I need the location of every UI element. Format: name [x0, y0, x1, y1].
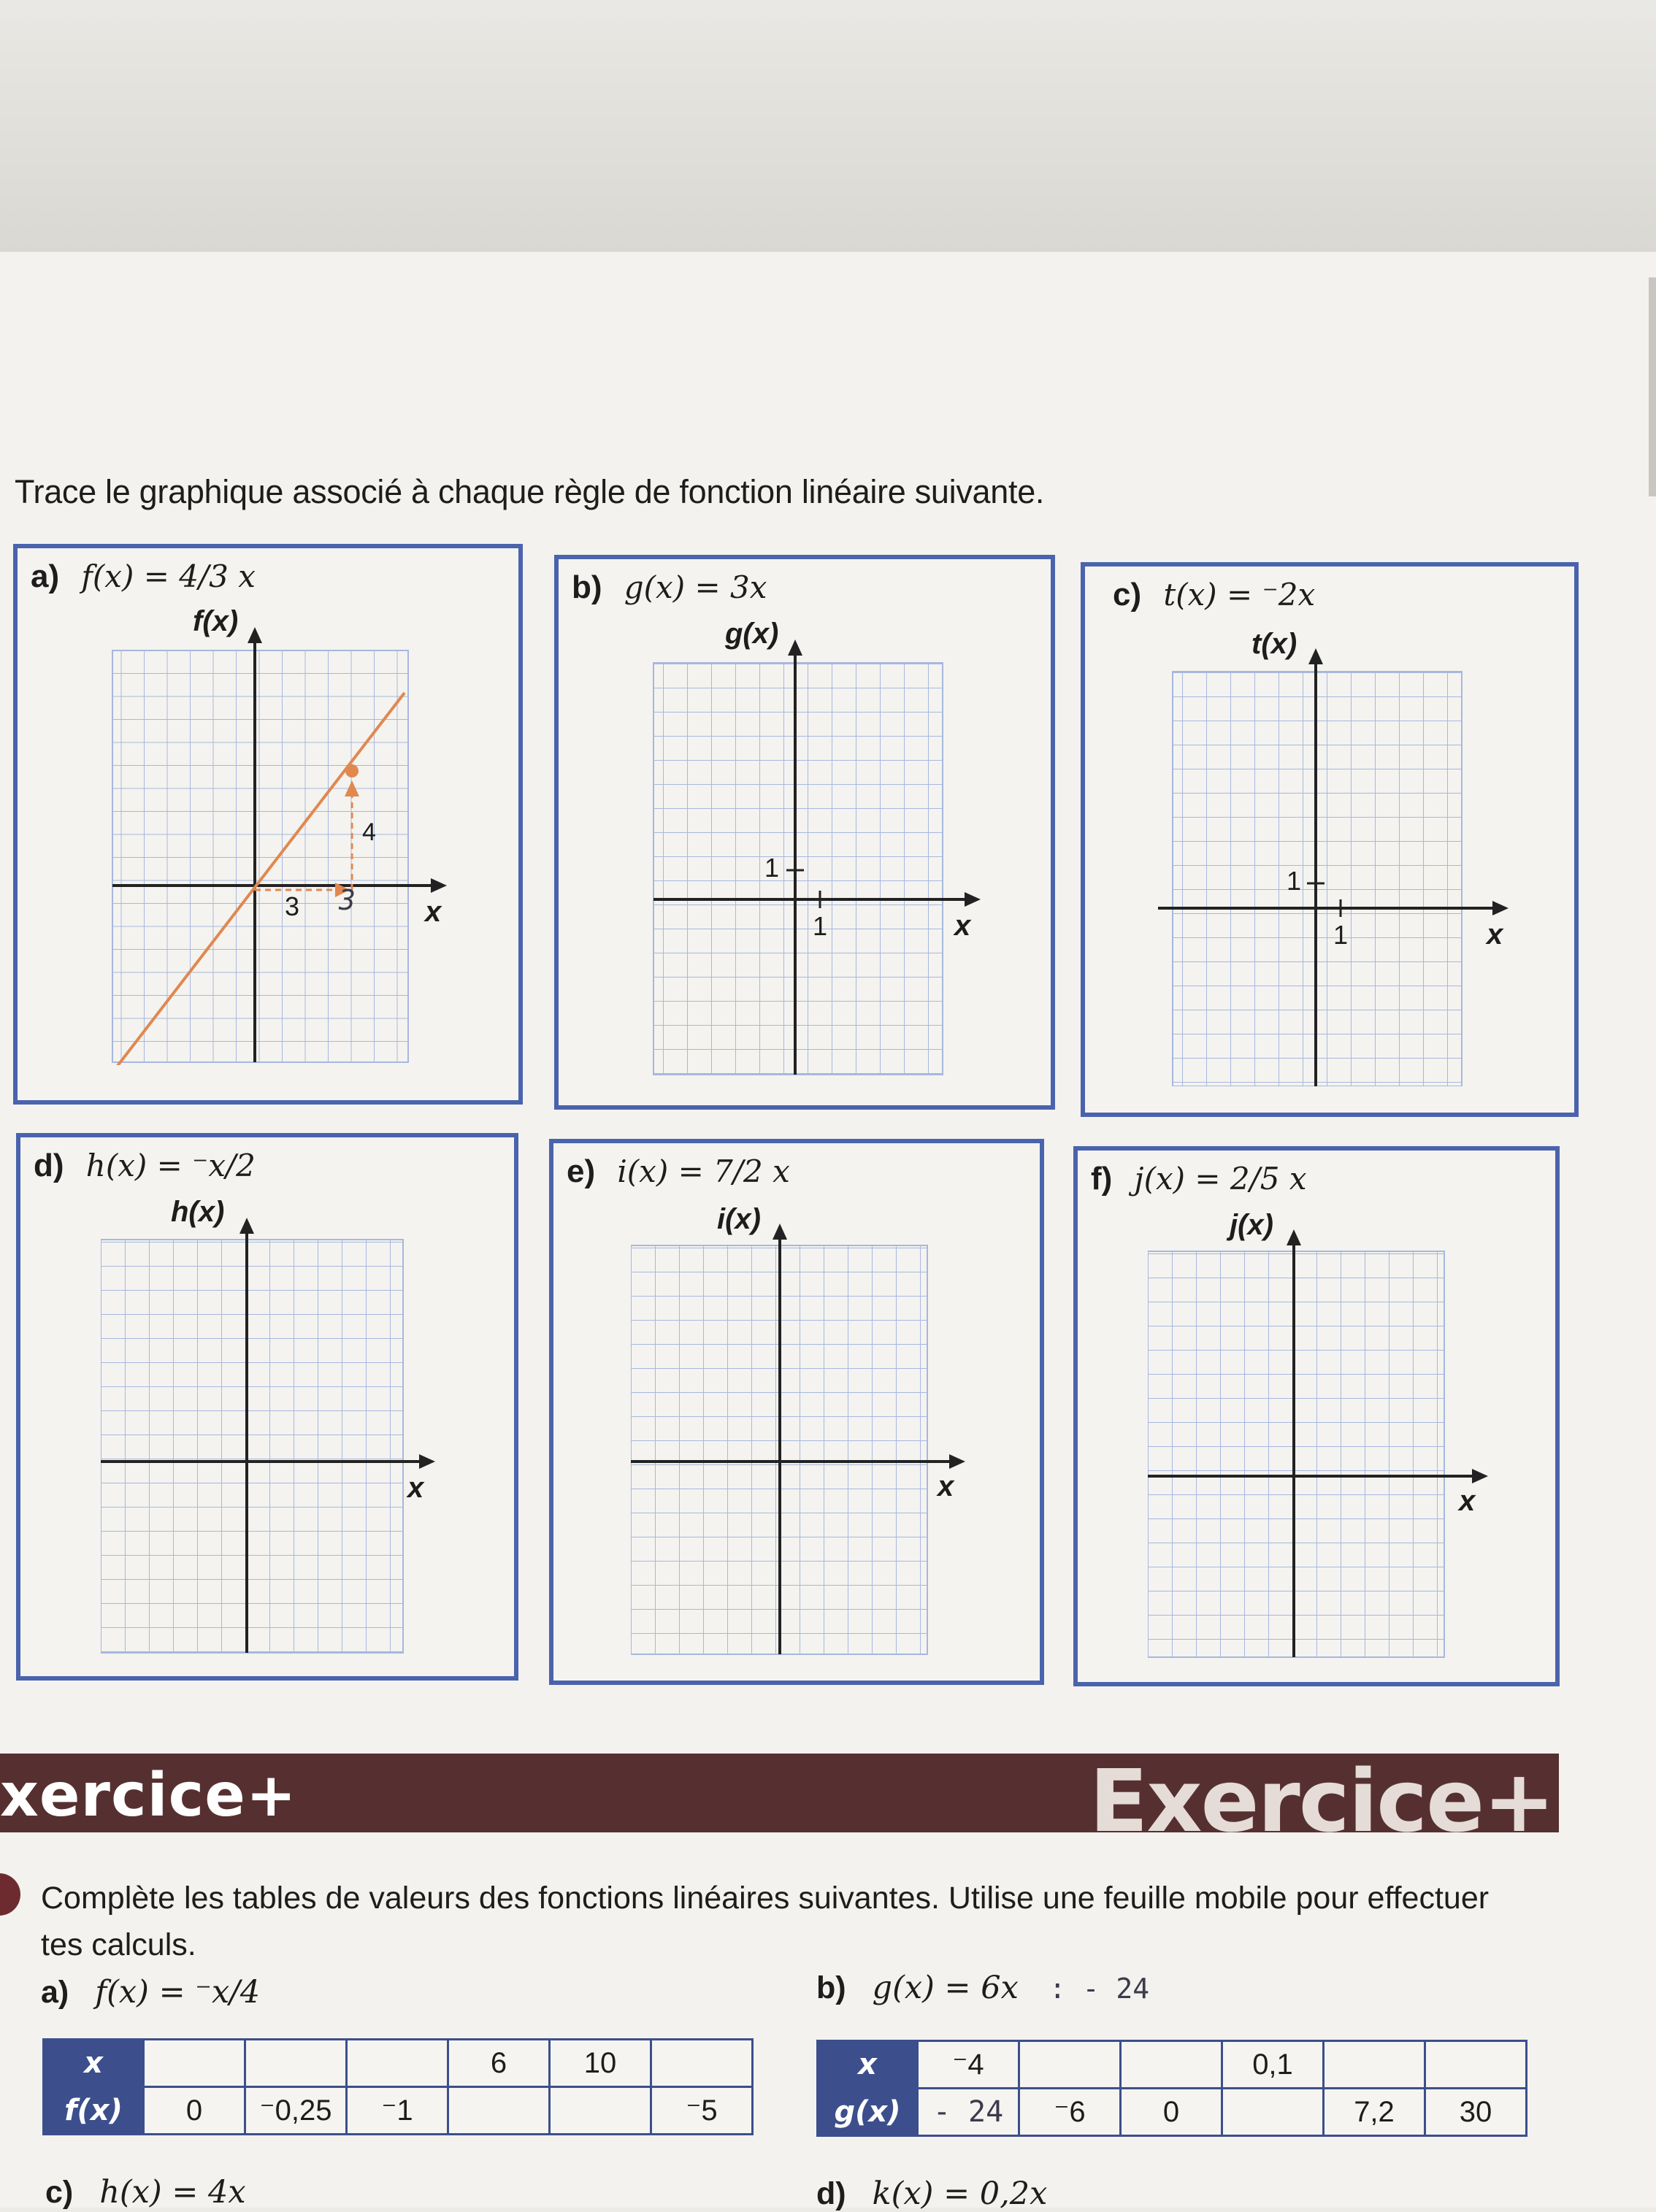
sub-label: d): [816, 2176, 846, 2211]
page-edge: [1649, 277, 1656, 496]
cell: 30: [1425, 2089, 1527, 2136]
x-axis-label: x: [407, 1472, 424, 1504]
x-axis-label: x: [938, 1470, 954, 1502]
panel-title: [34, 1148, 256, 1184]
x-axis-label: x: [425, 896, 442, 928]
row-head: x: [818, 2041, 918, 2089]
y-tick-label: 1: [764, 853, 780, 883]
panel-label: c): [1113, 577, 1142, 612]
subquestion-a: [41, 1974, 260, 2011]
exercise-text: Complète les tables de valeurs des fonctions linéaires suivantes. Utilise une feuille mobile pour effectuer tes calculs.: [41, 1881, 1490, 1962]
x-axis-label: x: [1459, 1485, 1476, 1517]
cell: ⁻6: [1019, 2089, 1121, 2136]
y-tick-label: 1: [1287, 866, 1302, 896]
banner-left-title: xercice+: [0, 1761, 297, 1830]
cell: [347, 2040, 448, 2087]
rule: j(x) = 2/5 x: [1134, 1161, 1307, 1197]
y-axis-label: f(x): [193, 605, 239, 637]
cell: [1019, 2041, 1121, 2089]
graph-svg: [631, 1224, 996, 1662]
rule: h(x) = ⁻x/2: [85, 1148, 256, 1183]
panel-label: d): [34, 1148, 64, 1183]
x-tick-label: 1: [813, 911, 828, 941]
row-head: f(x): [44, 2087, 144, 2135]
panel-title: [31, 558, 256, 595]
cell: ⁻1: [347, 2087, 448, 2135]
x-axis-label: x: [954, 910, 971, 942]
panel-b: [554, 555, 1055, 1110]
graph-b: [639, 618, 1004, 1078]
rise-label: 4: [362, 818, 376, 846]
cell: [651, 2040, 753, 2087]
cell: [1121, 2041, 1222, 2089]
run-label: 3: [285, 891, 300, 921]
cell: [144, 2040, 245, 2087]
graph-svg: [98, 627, 463, 1065]
panel-title: [1091, 1161, 1307, 1197]
cell: 0: [144, 2087, 245, 2135]
graph-svg: [101, 1218, 466, 1656]
rule: f(x) = ⁻x/4: [95, 1974, 261, 2011]
subquestion-b: [816, 1970, 1149, 2006]
row-head: x: [44, 2040, 144, 2087]
panel-c: [1081, 562, 1579, 1117]
sub-label: c): [45, 2175, 74, 2210]
table-row: [818, 2089, 1527, 2136]
cell: [1425, 2041, 1527, 2089]
cell: 6: [448, 2040, 550, 2087]
exercise-instruction: Trace le graphique associé à chaque règle de fonction linéaire suivante.: [15, 473, 1045, 510]
panel-d: [16, 1133, 518, 1681]
cell: ⁻5: [651, 2087, 753, 2135]
rule: k(x) = 0,2x: [872, 2175, 1048, 2212]
table-b: [816, 2040, 1527, 2137]
y-axis-label: t(x): [1251, 628, 1297, 660]
graph-c: [1158, 628, 1538, 1086]
panel-e: [549, 1139, 1044, 1685]
cell: [245, 2040, 347, 2087]
rule: g(x) = 6x: [872, 1970, 1019, 2006]
y-axis-label: j(x): [1230, 1209, 1273, 1241]
panel-f: [1073, 1146, 1560, 1686]
graph-svg: [1148, 1229, 1520, 1667]
graph-f: [1148, 1209, 1520, 1667]
graph-svg: [639, 640, 1004, 1078]
page-shadow-area: [0, 0, 1656, 252]
rule: i(x) = 7/2 x: [617, 1153, 790, 1189]
table-row: [44, 2040, 753, 2087]
cell: 0,1: [1222, 2041, 1324, 2089]
panel-label: b): [572, 569, 602, 605]
cell: [550, 2087, 651, 2135]
table-row: [818, 2041, 1527, 2089]
graph-d: [101, 1196, 466, 1656]
cell: ⁻0,25: [245, 2087, 347, 2135]
y-axis-label: h(x): [171, 1196, 225, 1228]
panel-label: e): [567, 1153, 596, 1189]
rule: h(x) = 4x: [99, 2174, 246, 2211]
cell: 0: [1121, 2089, 1222, 2136]
graph-svg: [1158, 648, 1538, 1086]
handwritten-run: 3: [339, 884, 356, 916]
cell: [1222, 2089, 1324, 2136]
y-axis-label: g(x): [725, 618, 779, 650]
y-axis-label: i(x): [717, 1203, 761, 1235]
table-a: [42, 2038, 754, 2135]
cell: [448, 2087, 550, 2135]
cell: - 24: [918, 2089, 1019, 2136]
graph-a: [98, 605, 463, 1065]
cell: ⁻4: [918, 2041, 1019, 2089]
handwritten-note: : - 24: [1049, 1973, 1150, 2005]
sub-label: a): [41, 1975, 69, 2010]
subquestion-c: [45, 2174, 246, 2211]
cell: 7,2: [1324, 2089, 1425, 2136]
panel-label: a): [31, 558, 60, 594]
sub-label: b): [816, 1970, 846, 2005]
panel-label: f): [1091, 1161, 1113, 1197]
x-tick-label: 1: [1333, 920, 1349, 950]
rule: t(x) = ⁻2x: [1163, 577, 1316, 612]
rule: f(x) = 4/3 x: [81, 558, 256, 594]
panel-title: [567, 1153, 790, 1190]
row-head: g(x): [818, 2089, 918, 2136]
cell: [1324, 2041, 1425, 2089]
panel-title: [1113, 577, 1315, 613]
x-axis-label: x: [1487, 918, 1503, 951]
table-row: [44, 2087, 753, 2135]
subquestion-d: [816, 2175, 1047, 2212]
graph-e: [631, 1203, 996, 1662]
rule: g(x) = 3x: [624, 569, 767, 605]
cell: 10: [550, 2040, 651, 2087]
panel-title: [572, 569, 767, 606]
panel-a: [13, 544, 523, 1105]
banner-right-title: Exercice+: [1089, 1751, 1554, 1851]
